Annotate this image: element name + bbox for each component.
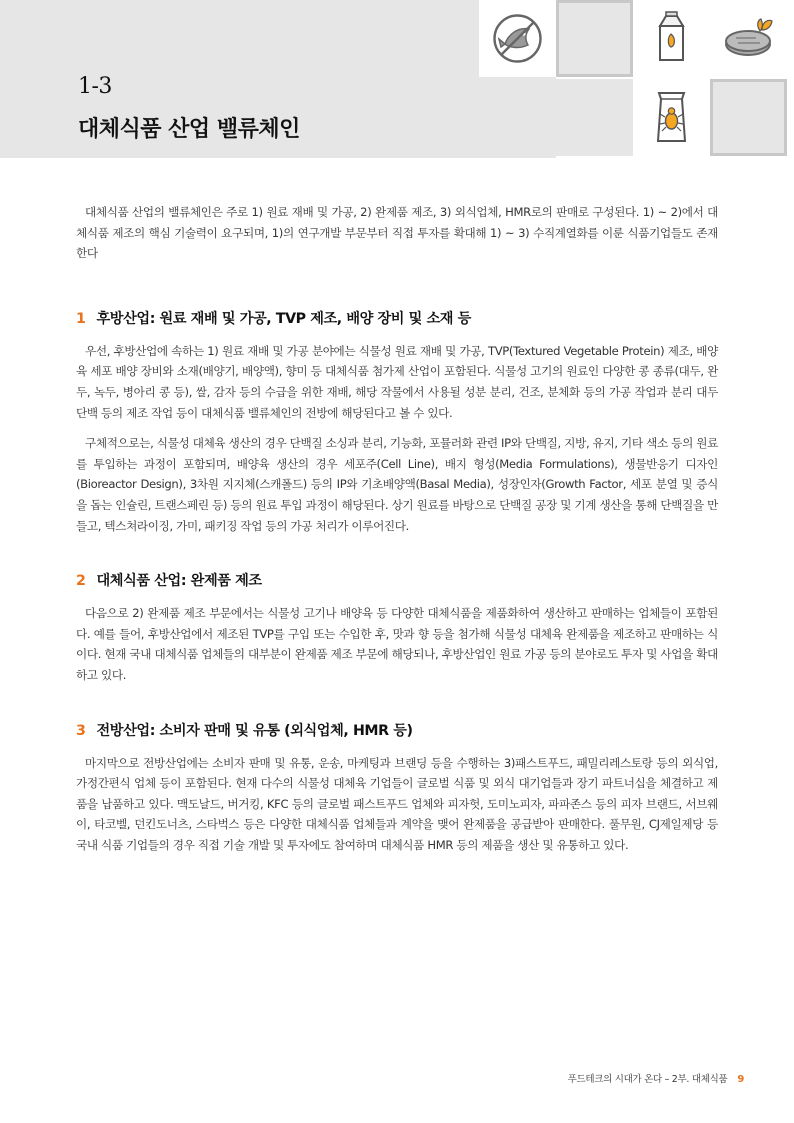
paragraph: 우선, 후방산업에 속하는 1) 원료 재배 및 가공 분야에는 식물성 원료 재배 및 가공, TVP(Textured Vegetable Protein) 제조, 배양육 세포 배양 장비와 소재(배양기, 배양액), 향미 등 대체식품 첨가제 산업이 포함된다. 식물성 고기의 원료인 다양한 콩 종류(대두, 완두, 녹두, 병아리 콩 등), 쌀, 감자 등의 수급을 위한 재배, 해당 작물에서 사용될 성분 분리, 건조, 분체화 등의 가공 작업과 분리 대두 단백 등의 제조 작업 등이 대체식품 밸류체인의 전방에 해당된다고 볼 수 있다. [76, 343, 718, 420]
section-finished-products [76, 570, 718, 685]
insect-bag-icon [633, 79, 710, 156]
subheading [76, 308, 718, 328]
page-footer [568, 1071, 744, 1085]
footer-title: 푸드테크의 시대가 온다 – 2부. 대체식품 [567, 1074, 728, 1085]
intro-paragraph: 대체식품 산업의 밸류체인은 주로 1) 원료 재배 및 가공, 2) 완제품 제조, 3) 외식업체, HMR로의 판매로 구성된다. 1) ~ 2)에서 대체식품 제조의 핵심 기술력이 요구되며, 1)의 연구개발 부문부터 직접 투자를 확대해 1) ~ 3) 수직계열화를 이룬 식품기업들도 존재한다 [76, 205, 718, 261]
tile-fish [479, 0, 556, 77]
tile-empty-1 [556, 0, 633, 77]
section-title: 대체식품 산업 밸류체인 [78, 117, 300, 142]
paragraph: 마지막으로 전방산업에는 소비자 판매 및 유통, 운송, 마케팅과 브랜딩 등을 수행하는 3)패스트푸드, 패밀리레스토랑 등의 외식업, 가정간편식 업체 등이 포함된다. 현재 다수의 식물성 대체육 기업들이 글로벌 식품 및 외식 대기업들과 장기 파트너십을 체결하고 제품을 납품하고 있다. 맥도날드, 버거킹, KFC 등의 글로벌 패스트푸드 업체와 피자헛, 도미노피자, 파파존스 등의 피자 브랜드, 서브웨이, 타코벨, 던킨도너츠, 스타벅스 등은 다양한 대체식품 업체들과 계약을 맺어 완제품을 공급받아 판매한다. 풀무원, CJ제일제당 등 국내 식품 기업들의 경우 직접 기술 개발 및 투자에도 참여하며 대체식품 HMR 등의 제품을 생산 및 유통하고 있다. [76, 755, 718, 852]
tile-milk [633, 0, 710, 77]
subheading-number: 3 [76, 722, 86, 739]
subheading-number: 1 [76, 310, 86, 327]
tile-empty-2 [556, 79, 633, 156]
subheading-title: 후방산업: 원료 재배 및 가공, TVP 제조, 배양 장비 및 소재 등 [96, 310, 471, 327]
body-content [76, 202, 718, 865]
subheading-number: 2 [76, 573, 86, 590]
section-number: 1-3 [78, 74, 112, 99]
tile-insect [633, 79, 710, 156]
tile-patty [710, 0, 787, 77]
page-number: 9 [737, 1074, 744, 1085]
section-forward-industry [76, 720, 718, 856]
subheading [76, 570, 718, 590]
milk-carton-icon [633, 0, 710, 77]
paragraph: 구체적으로는, 식물성 대체육 생산의 경우 단백질 소싱과 분리, 기능화, 포뮬러화 관련 IP와 단백질, 지방, 유지, 기타 색소 등의 원료를 투입하는 과정이 포함되며, 배양육 생산의 경우 세포주(Cell Line), 배지 형성(Media Formulations), 생물반응기 디자인(Bioreactor Design), 3차원 지지체(스캐폴드) 등의 IP와 기초배양액(Basal Media), 성장인자(Growth Factor, 세포 분열 및 증식을 돕는 인슐린, 트랜스페린 등) 등의 원료 투입 과정이 해당된다. 상기 원료를 바탕으로 단백질 공장 및 기계 생산을 통해 단백질을 만들고, 텍스쳐라이징, 가미, 패키징 작업 등의 가공 처리가 이루어진다. [76, 436, 718, 533]
subheading [76, 720, 718, 740]
subheading-title: 대체식품 산업: 완제품 제조 [96, 573, 262, 590]
tile-empty-3 [710, 79, 787, 156]
plant-patty-icon [710, 0, 787, 77]
subheading-title: 전방산업: 소비자 판매 및 유통 (외식업체, HMR 등) [96, 722, 413, 739]
section-backward-industry [76, 308, 718, 536]
fish-meat-icon [479, 0, 556, 77]
paragraph: 다음으로 2) 완제품 제조 부문에서는 식물성 고기나 배양육 등 다양한 대체식품을 제품화하여 생산하고 판매하는 업체들이 포함된다. 예를 들어, 후방산업에서 제조된 TVP를 구입 또는 수입한 후, 맛과 향 등을 첨가해 식물성 대체육 완제품을 제조하고 판매하는 식이다. 현재 국내 대체식품 업체들의 대부분이 완제품 제조 부문에 해당되나, 후방산업인 원료 가공 등의 분야로도 투자 및 사업을 확대하고 있다. [76, 606, 718, 682]
